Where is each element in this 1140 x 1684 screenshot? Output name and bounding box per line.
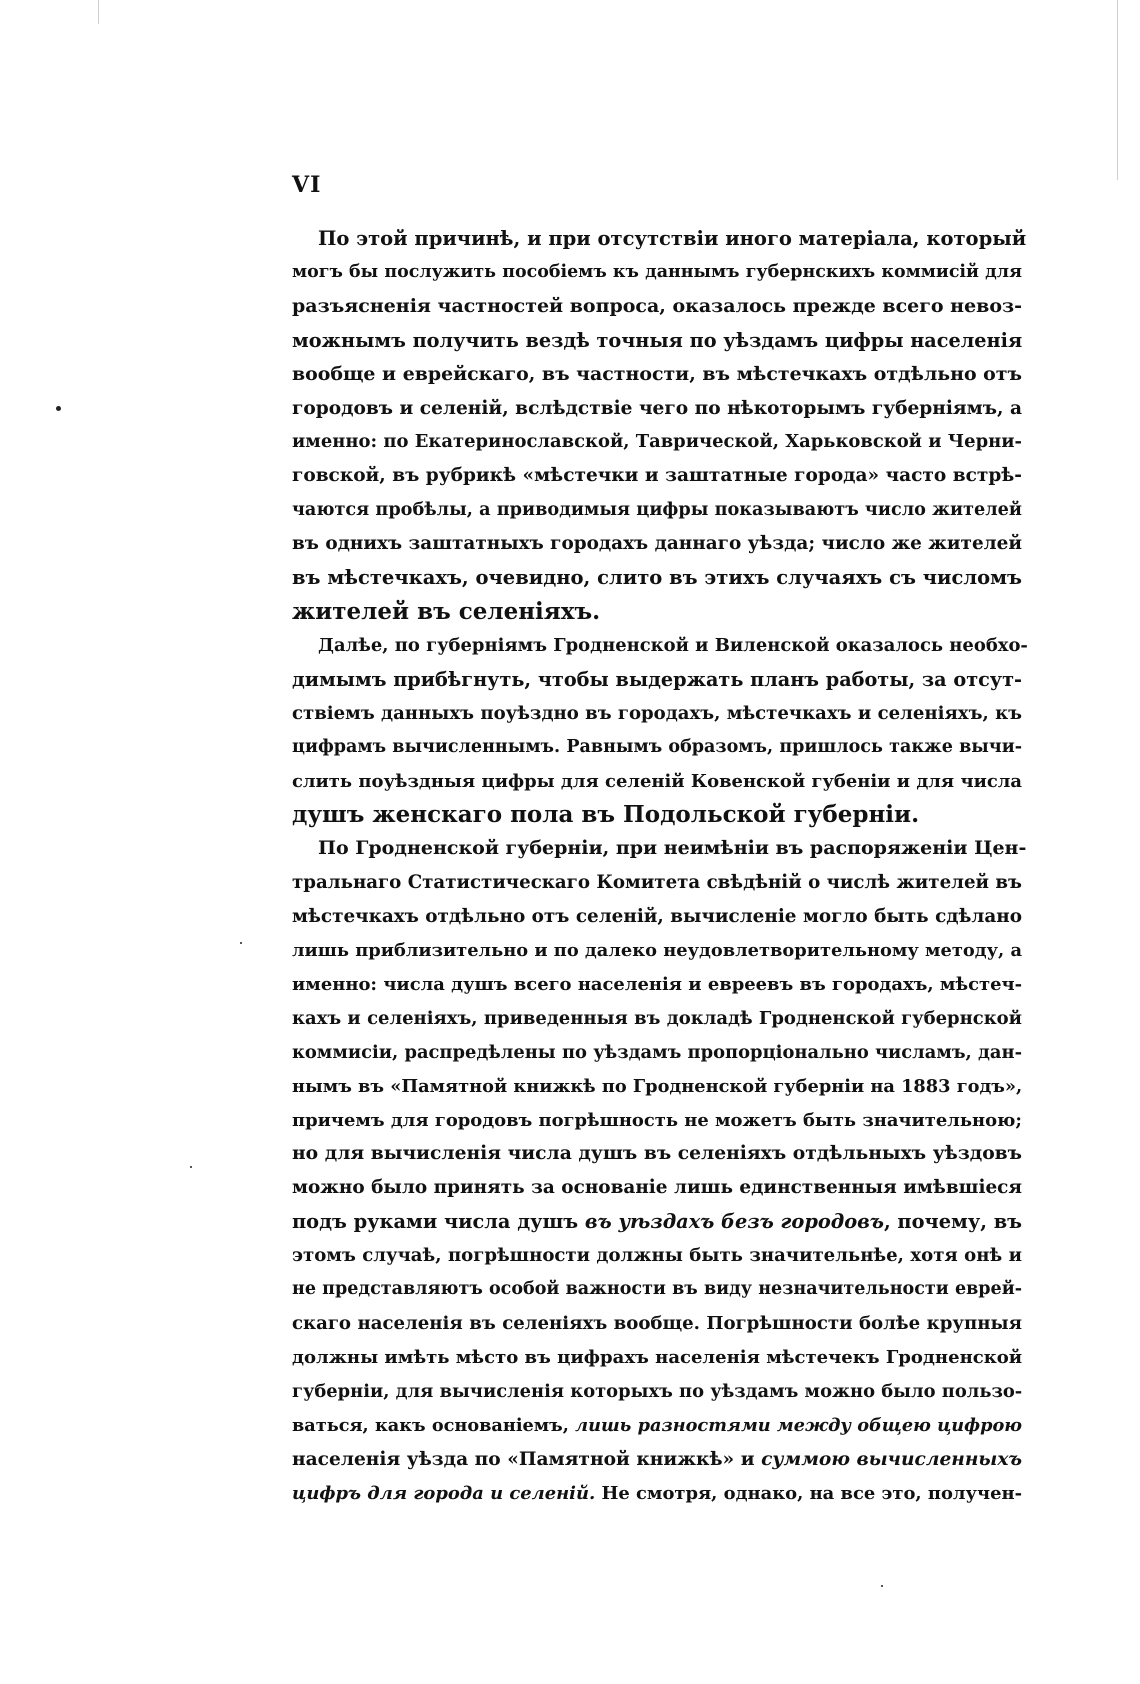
- text-line: говской, въ рубрикѣ «мѣстечки и заштатные города» часто встрѣ-: [292, 465, 1022, 487]
- text-line: въ однихъ заштатныхъ городахъ даннаго уѣзда; число же жителей: [292, 533, 1022, 555]
- margin-speck: [56, 406, 61, 411]
- page-edge-line-right: [1117, 0, 1118, 180]
- text-line: [292, 1443, 1022, 1477]
- text-line: могъ бы послужить пособіемъ къ даннымъ губернскихъ коммисій для: [292, 261, 1022, 282]
- text-line: чаются пробѣлы, а приводимыя цифры показываютъ число жителей: [292, 499, 1022, 521]
- text-line: слить поуѣздныя цифры для селеній Ковенской губеніи и для числа: [292, 770, 1022, 792]
- italic-run: лишь разностями между общею цифрою: [575, 1414, 1022, 1436]
- text-run: ваться, какъ основаніемъ,: [292, 1414, 576, 1436]
- text-line: именно: по Екатеринославской, Таврической, Харьковской и Черни-: [292, 431, 1022, 453]
- text-line: нымъ въ «Памятной книжкѣ по Гродненской губерніи на 1883 годъ»,: [292, 1075, 1023, 1097]
- italic-run: въ уѣздахъ безъ городовъ: [584, 1210, 884, 1234]
- paragraph-1: [292, 222, 1027, 629]
- text-line: По Гродненской губерніи, при неимѣніи въ распоряженіи Цен-: [318, 837, 1027, 860]
- text-line: димымъ прибѣгнуть, чтобы выдержать планъ работы, за отсут-: [292, 667, 1022, 691]
- margin-speck: [881, 1585, 883, 1587]
- text-line: этомъ случаѣ, погрѣшности должны быть значительнѣе, хотя онѣ и: [292, 1245, 1022, 1267]
- text-line: лишь приблизительно и по далеко неудовлетворительному методу, а: [292, 940, 1022, 962]
- text-line: жителей въ селеніяхъ.: [292, 597, 601, 625]
- text-line: можнымъ получить вездѣ точныя по уѣздамъ цифры населенія: [292, 328, 1023, 352]
- margin-speck: [190, 1166, 192, 1168]
- text-line: ствіемъ данныхъ поуѣздно въ городахъ, мѣстечкахъ и селеніяхъ, къ: [292, 702, 1022, 724]
- text-line: именно: числа душъ всего населенія и евреевъ въ городахъ, мѣстеч-: [292, 973, 1022, 995]
- text-run: Не смотря, однако, на все это, получен-: [595, 1482, 1023, 1504]
- text-line: должны имѣть мѣсто въ цифрахъ населенія мѣстечекъ Гродненской: [292, 1346, 1023, 1368]
- text-line: но для вычисленія числа душъ въ селеніяхъ отдѣльныхъ уѣздовъ: [292, 1142, 1022, 1165]
- text-run: населенія уѣзда по «Памятной книжкѣ» и: [292, 1448, 762, 1470]
- page-number: VI: [292, 172, 322, 198]
- text-line: скаго населенія въ селеніяхъ вообще. Погрѣшности болѣе крупныя: [292, 1313, 1022, 1334]
- page-edge-line-top-left: [98, 0, 99, 24]
- text-line: коммисіи, распредѣлены по уѣздамъ пропорціонально числамъ, дан-: [292, 1041, 1022, 1063]
- text-line: цифрамъ вычисленнымъ. Равнымъ образомъ, пришлось также вычи-: [292, 736, 1022, 757]
- text-line: причемъ для городовъ погрѣшность не можетъ быть значительною;: [292, 1109, 1022, 1131]
- text-run: подъ руками числа душъ: [292, 1210, 585, 1234]
- text-line: вообще и еврейскаго, въ частности, въ мѣстечкахъ отдѣльно отъ: [292, 362, 1022, 385]
- margin-speck: [240, 942, 242, 944]
- italic-run: цифръ для города и селеній.: [292, 1482, 596, 1504]
- text-line: городовъ и селеній, вслѣдствіе чего по нѣкоторымъ губерніямъ, а: [292, 397, 1022, 419]
- text-line: мѣстечкахъ отдѣльно отъ селеній, вычисленіе могло быть сдѣлано: [292, 906, 1022, 928]
- paragraph-2: [292, 629, 1028, 832]
- italic-run: суммою вычисленныхъ: [761, 1448, 1022, 1470]
- text-line: [292, 1205, 1022, 1239]
- text-line: можно было принять за основаніе лишь единственныя имѣвшіеся: [292, 1177, 1022, 1199]
- text-line: Далѣе, по губерніямъ Гродненской и Виленской оказалось необхо-: [318, 634, 1028, 656]
- paragraph-3: [292, 832, 1027, 1510]
- body-text: [292, 222, 1028, 1510]
- text-line: разъясненія частностей вопроса, оказалось прежде всего невоз-: [292, 294, 1022, 317]
- text-line: не представляютъ особой важности въ виду незначительности еврей-: [292, 1279, 1022, 1300]
- text-run: , почему, въ: [883, 1210, 1022, 1234]
- text-line: По этой причинѣ, и при отсутствіи иного матеріала, который: [318, 227, 1027, 250]
- text-line: тральнаго Статистическаго Комитета свѣдѣній о числѣ жителей въ: [292, 872, 1022, 894]
- text-line: въ мѣстечкахъ, очевидно, слито въ этихъ случаяхъ съ числомъ: [292, 566, 1022, 590]
- text-line: душъ женскаго пола въ Подольской губерніи.: [292, 801, 920, 829]
- text-line: губерніи, для вычисленія которыхъ по уѣздамъ можно было пользо-: [292, 1380, 1023, 1402]
- text-line: [292, 1409, 1022, 1443]
- text-line: кахъ и селеніяхъ, приведенныя въ докладѣ Гродненской губернской: [292, 1007, 1022, 1029]
- text-line: [292, 1477, 1022, 1511]
